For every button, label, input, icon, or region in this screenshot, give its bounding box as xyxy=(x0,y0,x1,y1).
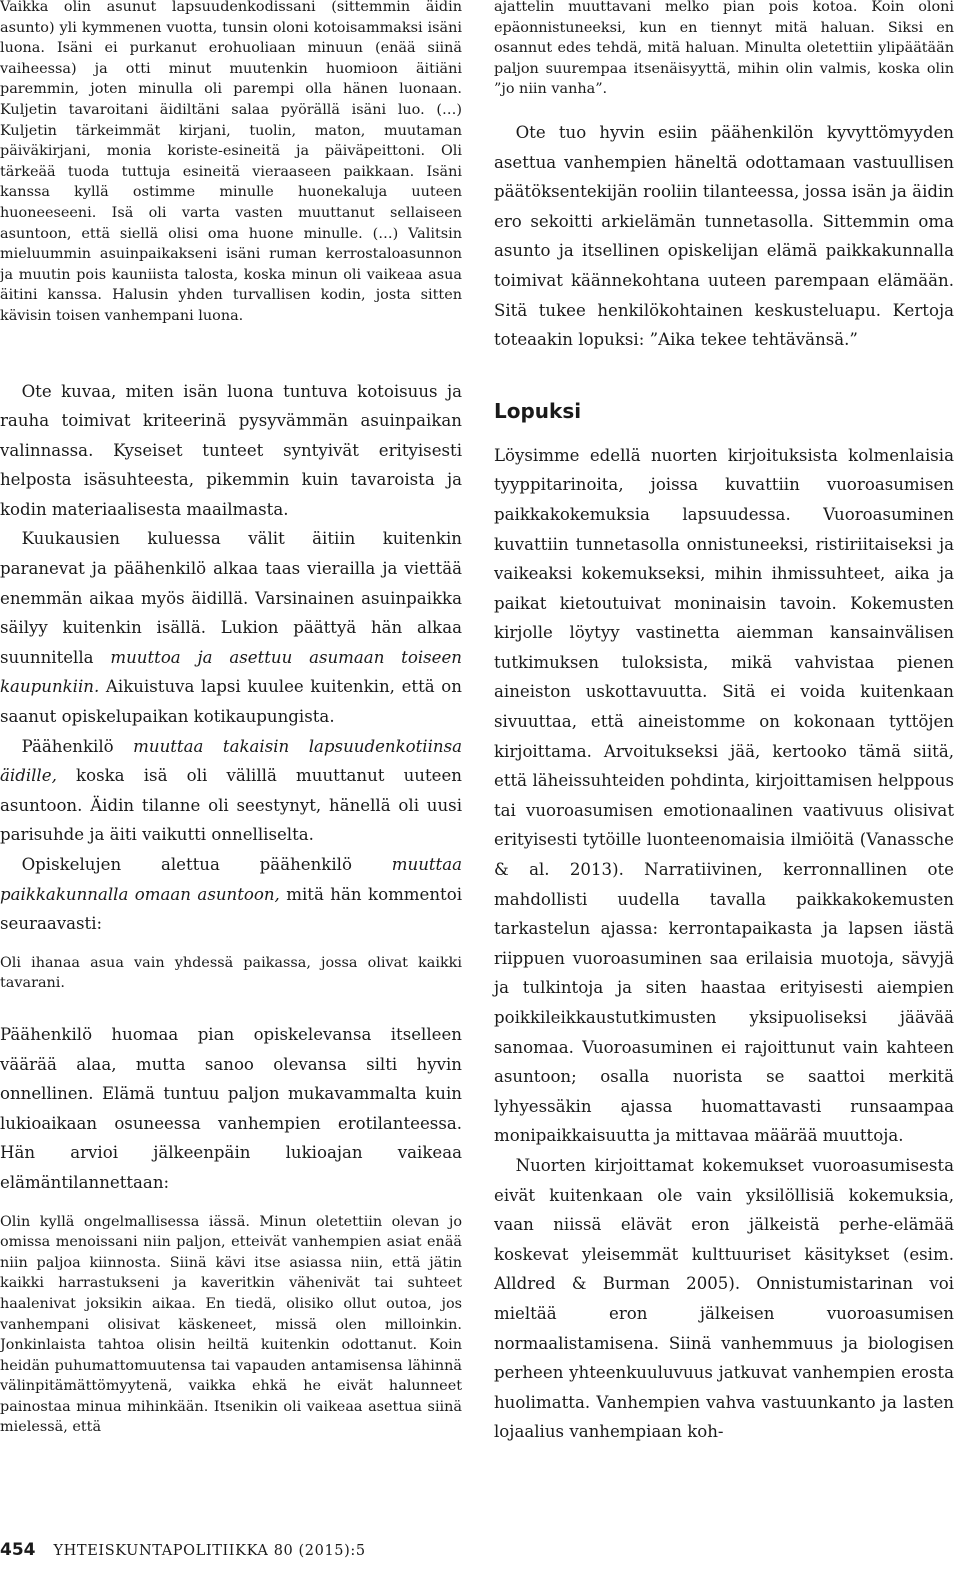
block-quote: Vaikka olin asunut lapsuudenkodissani (sittemmin äidin asunto) yli kymmenen vuotta, tunsin oloni kotoisammaksi isäni luona. Isäni ei purkanut erohuoliaan minuun (enää siinä vaiheessa) ja otti minut muutenkin huomioon äitiäni paremmin, joten minulla oli parempi olla hänen luonaan. Kuljetin tavaroitani äidiltäni salaa pyörällä isäni luo. (…) Kuljetin tärkeimmät kirjani, tuolin, maton, muutaman päiväkirjani, monia koriste-esineitä ja päiväpeittoni. Oli tärkeää tuoda tuttuja esineitä vieraaseen paikkaan. Isäni kanssa kyllä ostimme minulle huonekaluja uuteen huoneeseeni. Isä oli varta vasten muuttanut sellaiseen asuntoon, että siellä olisi oma huone minulle. (…) Valitsin mieluummin asuinpaikakseni isäni ruman kerrostaloasunnon ja muutin pois kauniista talosta, koska minun oli vaikeaa asua äitini kanssa. Halusin yhden turvallisen kodin, josta sitten kävisin toisen vanhempani luona. xyxy=(0,0,462,324)
page-footer xyxy=(0,1540,470,1572)
block-quote: Olin kyllä ongelmallisessa iässä. Minun oletettiin olevan jo omissa menoissani niin paljon, etteivät vanhempien asiat enää niin paljoa kiinnosta. Siinä kävi itse asiassa niin, että jätin kaikki harrastukseni ja kaveritkin vähenivät tai suhteet haalenivat joksikin aikaa. En tiedä, olisiko ollut outoa, jos vanhempani olisivat käskeneet, missä olen milloinkin. Jonkinlaista tahtoa olisin heiltä kuitenkin odottanut. Koin heidän puhumattomuutensa tai vapauden antamisensa lähinnä välinpitämättömyytenä, vaikka ehkä he eivät halunneet painostaa minua mihinkään. Itsenikin oli vaikeaa asettua siinä mielessä, että xyxy=(0,1213,462,1436)
block-quote: Oli ihanaa asua vain yhdessä paikassa, jossa olivat kaikki tavarani. xyxy=(0,954,462,992)
right-column xyxy=(494,0,954,1447)
body-text xyxy=(0,377,462,939)
journal-citation: YHTEISKUNTAPOLITIIKKA 80 (2015):5 xyxy=(53,1543,366,1559)
paragraph: Kuukausien kuluessa välit äitiin kuitenkin paranevat ja päähenkilö alkaa taas vierailla ja viettää enemmän aikaa myös äidillä. Varsinainen asuinpaikka säilyy kuitenkin isällä. Lukion päättyä hän alkaa suunnitella muuttoa ja asettuu asumaan toiseen kaupunkiin. Aikuistuva lapsi kuulee kuitenkin, että on saanut opiskelupaikan kotikaupungista. xyxy=(0,529,462,727)
left-column xyxy=(0,0,462,1438)
paragraph: Päähenkilö muuttaa takaisin lapsuudenkotiinsa äidille, koska isä oli välillä muuttanut uuteen asuntoon. Äidin tilanne oli seestynyt, hänellä oli uusi parisuhde ja äiti vaikutti onnelliselta. xyxy=(0,736,462,845)
block-quote-continued: ajattelin muuttavani melko pian pois kotoa. Koin oloni epäonnistuneeksi, kun en tiennyt mitä haluan. Siksi en osannut edes tehdä, mitä haluan. Minulta oletettiin ylipäätään paljon suurempaa itsenäisyyttä, mihin olin valmis, koska olin ”jo niin vanha”. xyxy=(494,0,954,98)
section-heading: Lopuksi xyxy=(494,398,582,423)
paragraph: Nuorten kirjoittamat kokemukset vuoroasumisesta eivät kuitenkaan ole vain yksilöllisiä kokemuksia, vaan niissä elävät eron jälkeistä perhe-elämää koskevat yleisemmät kulttuuriset käsitykset (esim. Alldred & Burman 2005). Onnistumistarinan voi mieltää eron jälkeisen vuoroasumisen normaalistamisena. Siinä vanhemmuus ja biologisen perheen yhteenkuuluvuus jatkuvat vanhempien erosta huolimatta. Vanhempien vahva vastuunkanto ja lasten lojaalius vanhempiaan koh- xyxy=(494,1155,954,1442)
paragraph: Päähenkilö huomaa pian opiskelevansa itselleen väärää alaa, mutta sanoo olevansa silti hyvin onnellinen. Elämä tuntuu paljon mukavammalta kuin lukioaikaan osuneessa vanhempien erotilanteessa. Hän arvioi jälkeenpäin lukioajan vaikeaa elämäntilannettaan: xyxy=(0,1024,462,1192)
paragraph: Opiskelujen alettua päähenkilö muuttaa paikkakunnalla omaan asuntoon, mitä hän kommentoi seuraavasti: xyxy=(0,855,463,934)
paragraph: Ote tuo hyvin esiin päähenkilön kyvyttömyyden asettua vanhempien häneltä odottamaan vastuullisen päätöksentekijän rooliin tilanteessa, jossa isän ja äidin ero sekoitti arkielämän tunnetasolla. Sittemmin oma asunto ja itsellinen opiskelijan elämä paikkakunnalla toimivat käännekohtana uuteen parempaan elämään. Sitä tukee henkilökohtainen keskusteluapu. Kertoja toteaakin lopuksi: ”Aika tekee tehtävänsä.” xyxy=(494,122,954,350)
paragraph: Ote kuvaa, miten isän luona tuntuva kotoisuus ja rauha toimivat kriteerinä pysyvämmän asuinpaikan valinnassa. Kyseiset tunteet syntyivät erityisesti helposta isäsuhteesta, pikemmin kuin tavaroista ja kodin materiaalisesta maailmasta. xyxy=(0,381,462,519)
page-number: 454 xyxy=(0,1540,36,1560)
paragraph: Löysimme edellä nuorten kirjoituksista kolmenlaisia tyyppitarinoita, joissa kuvattiin vuoroasumisen paikkakokemuksia lapsuudessa. Vuoroasuminen kuvattiin tunnetasolla onnistuneeksi, ristiriitaiseksi ja vaikeaksi kokemukseksi, mihin ihmissuhteet, aika ja paikat kietoutuivat moninaisin tavoin. Kokemusten kirjolle löytyy vastinetta aiemman kansainvälisen tutkimuksen tuloksista, mikä vahvistaa pienen aineiston uskottavuutta. Sitä ei voida kuitenkaan sivuuttaa, että aineistomme on kokonaan tyttöjen kirjoittama. Arvoitukseksi jää, kertooko tämä siitä, että läheissuhteiden pohdinta, kirjoittamisen helppous tai vuoroasumisen emotionaalinen vaativuus olisivat erityisesti tytöille luonteenomaisia ilmiöitä (Vanassche & al. 2013). Narratiivinen, kerronnallinen ote mahdollisti uudella tavalla paikkakokemusten tarkastelun ajassa: kerrontapaikasta ja lapsen iästä riippuen vuoroasuminen saa erilaisia muotoja, sävyjä ja tulkintoja ja siten haastaa erityisesti aiempien poikkileikkaustutkimusten yksipuoliseksi jäävää sanomaa. Vuoroasuminen ei rajoittunut vain kahteen asuntoon; osalla nuorista se saattoi merkitä lyhyessäkin ajassa huomattavasti runsaampaa monipaikkaisuutta ja mittavaa määrää muuttoja. xyxy=(494,445,954,1146)
